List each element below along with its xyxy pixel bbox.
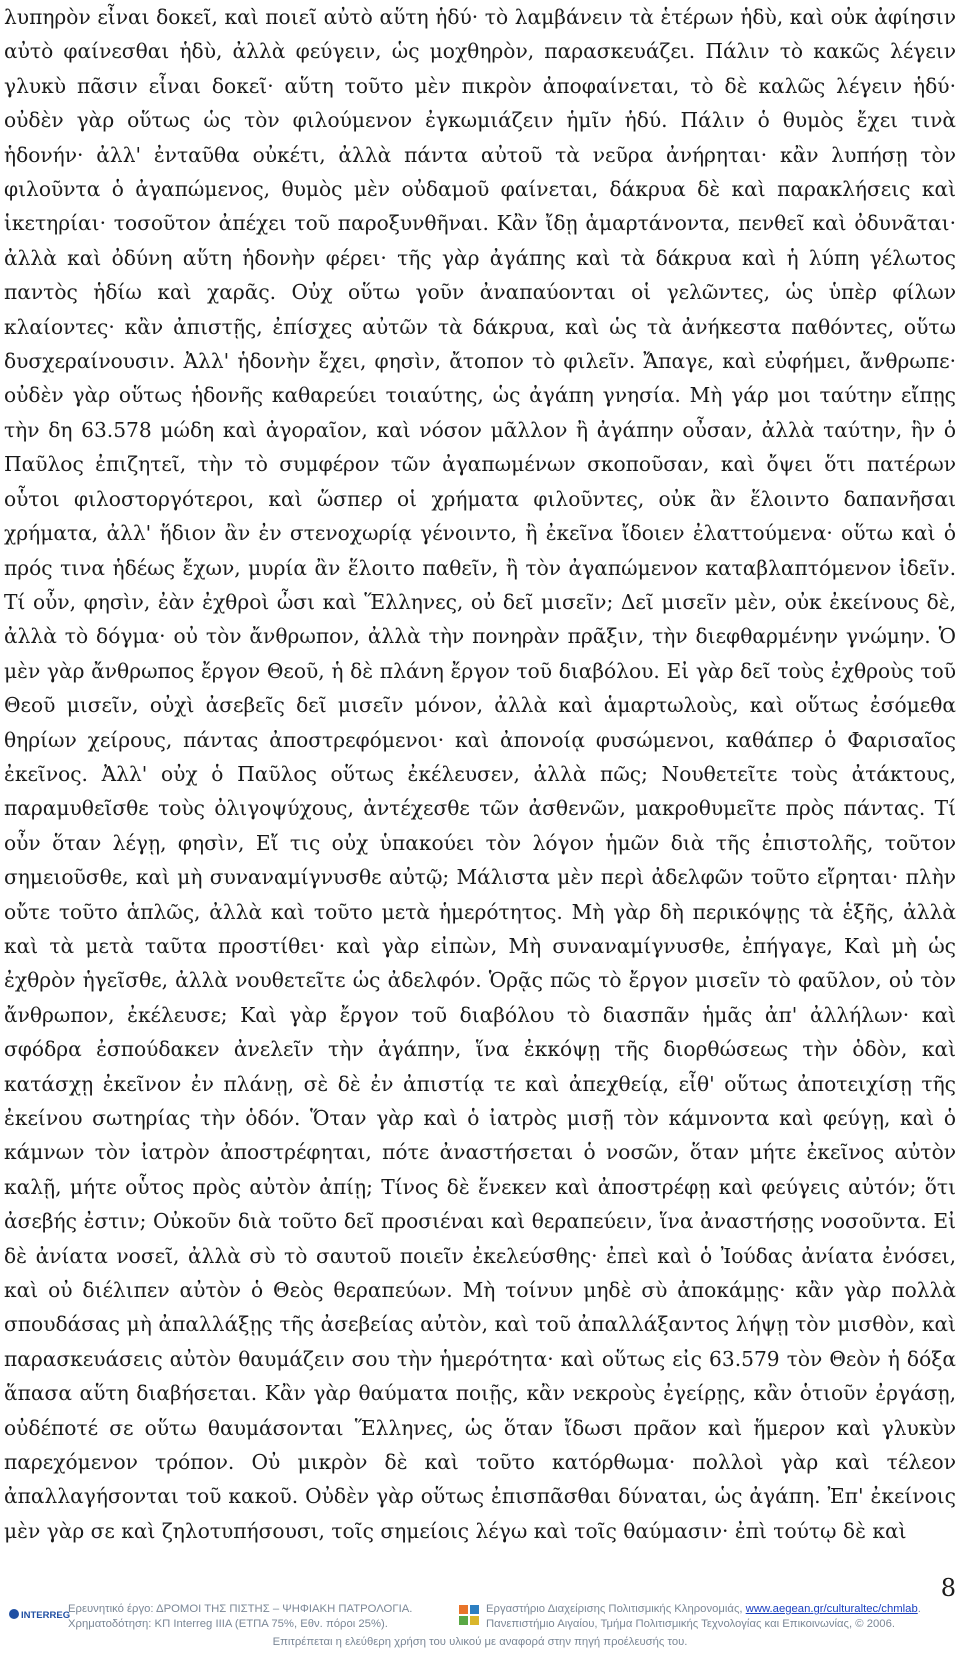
footer-lab-info — [458, 1602, 958, 1632]
footer-funding-line: Χρηματοδότηση: ΚΠ Interreg IIIA (ΕΤΠΑ 75%, Εθν. πόροι 25%). — [68, 1618, 388, 1630]
footer-lab-suffix: . — [917, 1603, 921, 1615]
footer-usage-notice: Επιτρέπεται η ελεύθερη χρήση του υλικού με αναφορά στην πηγή προέλευσής του. — [272, 1636, 688, 1648]
body-text: λυπηρὸν εἶναι δοκεῖ, καὶ ποιεῖ αὐτὸ αὕτη ἡδύ· τὸ λαμβάνειν τὰ ἑτέρων ἡδὺ, καὶ οὐκ ἀφίησιν αὐτὸ φαίνεσθαι ἡδὺ, ἀλλὰ φεύγειν, ὡς μοχθηρὸν, παρασκευάζει. Πάλιν τὸ κακῶς λέγειν γλυκὺ πᾶσιν εἶναι δοκεῖ· αὕτη τοῦτο μὲν πικρὸν ἀποφαίνεται, τὸ δὲ καλῶς λέγειν ἡδύ· οὐδὲν γὰρ οὕτως ὡς τὸν φιλούμενον ἐγκωμιάζειν ἡμῖν ἡδύ. Πάλιν ὁ θυμὸς ἔχει τινὰ ἡδονήν· ἀλλ' ἐνταῦθα οὐκέτι, ἀλλὰ πάντα αὐτοῦ τὰ νεῦρα ἀνήρηται· κἂν λυπήσῃ τὸν φιλοῦντα ὁ ἀγαπώμενος, θυμὸς μὲν οὐδαμοῦ φαίνεται, δάκρυα δὲ καὶ παρακλήσεις καὶ ἱκετηρίαι· τοσοῦτον ἀπέχει τοῦ παροξυνθῆναι. Κἂν ἴδῃ ἁμαρτάνοντα, πενθεῖ καὶ ὀδυνᾶται· ἀλλὰ καὶ ὀδύνη αὕτη ἡδονὴν φέρει· τῆς γὰρ ἀγάπης καὶ τὰ δάκρυα καὶ ἡ λύπη γέλωτος παντὸς ἡδίω καὶ χαρᾶς. Οὐχ οὕτω γοῦν ἀναπαύονται οἱ γελῶντες, ὡς ὑπὲρ φίλων κλαίοντες· κἂν ἀπιστῇς, ἐπίσχες αὐτῶν τὰ δάκρυα, καὶ ὡς τὰ ἀνήκεστα παθόντες, οὕτω δυσχεραίνουσιν. Ἀλλ' ἡδονὴν ἔχει, φησὶν, ἄτοπον τὸ φιλεῖν. Ἄπαγε, καὶ εὐφήμει, ἄνθρωπε· οὐδὲν γὰρ οὕτως ἡδονῆς καθαρεύει τοιαύτης, ὡς ἀγάπη γνησία. Μὴ γάρ μοι ταύτην εἴπῃς τὴν δη 63.578 μώδη καὶ ἀγοραῖον, καὶ νόσον μᾶλλον ἢ ἀγάπην οὖσαν, ἀλλὰ ταύτην, ἣν ὁ Παῦλος ἐπιζητεῖ, τὴν τὸ συμφέρον τῶν ἀγαπωμένων σκοποῦσαν, καὶ ὄψει ὅτι πατέρων οὗτοι φιλοστοργότεροι, καὶ ὥσπερ οἱ χρήματα φιλοῦντες, οὐκ ἂν ἕλοιντο δαπανῆσαι χρήματα, ἀλλ' ἥδιον ἂν ἐν στενοχωρίᾳ γένοιντο, ἢ ἐκεῖνα ἴδοιεν ἐλαττούμενα· οὕτω καὶ ὁ πρός τινα ἡδέως ἔχων, μυρία ἂν ἕλοιτο παθεῖν, ἢ τὸν ἀγαπώμενον καταβλαπτόμενον ἰδεῖν. Τί οὖν, φησὶν, ἐὰν ἐχθροὶ ὦσι καὶ Ἕλληνες, οὐ δεῖ μισεῖν; Δεῖ μισεῖν μὲν, οὐκ ἐκείνους δὲ, ἀλλὰ τὸ δόγμα· οὐ τὸν ἄνθρωπον, ἀλλὰ τὴν πονηρὰν πρᾶξιν, τὴν διεφθαρμένην γνώμην. Ὁ μὲν γὰρ ἄνθρωπος ἔργον Θεοῦ, ἡ δὲ πλάνη ἔργον τοῦ διαβόλου. Εἰ γὰρ δεῖ τοὺς ἐχθροὺς τοῦ Θεοῦ μισεῖν, οὐχὶ ἀσεβεῖς δεῖ μισεῖν μόνον, ἀλλὰ καὶ ἁμαρτωλοὺς, καὶ οὕτως ἐσόμεθα θηρίων χείρους, πάντας ἀποστρεφόμενοι· καὶ ἀπονοίᾳ φυσώμενοι, καθάπερ ὁ Φαρισαῖος ἐκεῖνος. Ἀλλ' οὐχ ὁ Παῦλος οὕτως ἐκέλευσεν, ἀλλὰ πῶς; Νουθετεῖτε τοὺς ἀτάκτους, παραμυθεῖσθε τοὺς ὀλιγοψύχους, ἀντέχεσθε τῶν ἀσθενῶν, μακροθυμεῖτε πρὸς πάντας. Τί οὖν ὅταν λέγῃ, φησὶν, Εἴ τις οὐχ ὑπακούει τὸν λόγον ἡμῶν διὰ τῆς ἐπιστολῆς, τοῦτον σημειοῦσθε, καὶ μὴ συναναμίγνυσθε αὐτῷ; Μάλιστα μὲν περὶ ἀδελφῶν τοῦτο εἴρηται· πλὴν οὔτε τοῦτο ἁπλῶς, ἀλλὰ καὶ τοῦτο μετὰ ἡμερότητος. Μὴ γὰρ δὴ περικόψῃς τὰ ἑξῆς, ἀλλὰ καὶ τὰ μετὰ ταῦτα προστίθει· καὶ γὰρ εἰπὼν, Μὴ συναναμίγνυσθε, ἐπήγαγε, Καὶ μὴ ὡς ἐχθρὸν ἡγεῖσθε, ἀλλὰ νουθετεῖτε ὡς ἀδελφόν. Ὁρᾷς πῶς τὸ ἔργον μισεῖν τὸ φαῦλον, οὐ τὸν ἄνθρωπον, ἐκέλευσε; Καὶ γὰρ ἔργον τοῦ διαβόλου τὸ διασπᾶν ἡμᾶς ἀπ' ἀλλήλων· καὶ σφόδρα ἐσπούδακεν ἀνελεῖν τὴν ἀγάπην, ἵνα ἐκκόψῃ τῆς διορθώσεως τὴν ὁδὸν, καὶ κατάσχῃ ἐκεῖνον ἐν πλάνῃ, σὲ δὲ ἐν ἀπιστίᾳ τε καὶ ἀπεχθείᾳ, εἶθ' οὕτως ἀποτειχίσῃ τῆς ἐκείνου σωτηρίας τὴν ὁδόν. Ὅταν γὰρ καὶ ὁ ἰατρὸς μισῇ τὸν κάμνοντα καὶ φεύγῃ, καὶ ὁ κάμνων τὸν ἰατρὸν ἀποστρέφηται, πότε ἀναστήσεται ὁ νοσῶν, ὅταν μήτε ἐκεῖνος αὐτὸν καλῇ, μήτε οὗτος πρὸς αὐτὸν ἀπίῃ; Τίνος δὲ ἕνεκεν καὶ ἀποστρέφῃ καὶ φεύγεις αὐτόν; ὅτι ἀσεβής ἐστιν; Οὐκοῦν διὰ τοῦτο δεῖ προσιέναι καὶ θεραπεύειν, ἵνα ἀναστήσῃς νοσοῦντα. Εἰ δὲ ἀνίατα νοσεῖ, ἀλλὰ σὺ τὸ σαυτοῦ ποιεῖν ἐκελεύσθης· ἐπεὶ καὶ ὁ Ἰούδας ἀνίατα ἐνόσει, καὶ οὐ διέλιπεν αὐτὸν ὁ Θεὸς θεραπεύων. Μὴ τοίνυν μηδὲ σὺ ἀποκάμῃς· κἂν γὰρ πολλὰ σπουδάσας μὴ ἀπαλλάξῃς τῆς ἀσεβείας αὐτὸν, καὶ τοῦ ἀπαλλάξαντος λήψῃ τὸν μισθὸν, καὶ παρασκευάσεις αὐτὸν θαυμάζειν σου τὴν ἡμερότητα· καὶ οὕτως εἰς 63.579 τὸν Θεὸν ἡ δόξα ἅπασα αὕτη διαβήσεται. Κἂν γὰρ θαύματα ποιῇς, κἂν νεκροὺς ἐγείρῃς, κἂν ὁτιοῦν ἐργάσῃ, οὐδέποτέ σε οὕτω θαυμάσονται Ἕλληνες, ὡς ὅταν ἴδωσι πρᾶον καὶ ἥμερον καὶ γλυκὺν παρεχόμενον τρόπον. Οὐ μικρὸν δὲ καὶ τοῦτο κατόρθωμα· πολλοὶ γὰρ καὶ τέλεον ἀπαλλαγήσονται τοῦ κακοῦ. Οὐδὲν γὰρ οὕτως ἐπισπᾶσθαι δύναται, ὡς ἀγάπη. Ἐπ' ἐκείνοις μὲν γὰρ σε καὶ ζηλοτυπήσουσι, τοῖς σημείοις λέγω καὶ τοῖς θαύμασιν· ἐπὶ τούτῳ δὲ καὶ — [4, 5, 956, 1543]
footer-project-info — [8, 1602, 448, 1632]
lab-logo-icon — [458, 1604, 480, 1626]
interreg-logo-graphic — [8, 1604, 71, 1624]
page-number: 8 — [940, 1574, 956, 1602]
footer — [0, 1596, 960, 1656]
interreg-logo-text: INTERREG — [21, 1610, 71, 1621]
footer-university-line: Πανεπιστήμιο Αιγαίου, Τμήμα Πολιτισμικής Τεχνολογίας και Επικοινωνίας, © 2006. — [486, 1618, 895, 1630]
interreg-logo — [8, 1604, 71, 1624]
footer-lab-name: Εργαστήριο Διαχείρισης Πολιτισμικής Κληρονομιάς, — [486, 1603, 746, 1615]
footer-lab-link[interactable]: www.aegean.gr/culturaltec/chmlab — [745, 1603, 918, 1615]
footer-project-line: Ερευνητικό έργο: ΔΡΟΜΟΙ ΤΗΣ ΠΙΣΤΗΣ – ΨΗΦΙΑΚΗ ΠΑΤΡΟΛΟΓΙΑ. — [68, 1603, 413, 1615]
footer-lab-line — [486, 1602, 958, 1617]
